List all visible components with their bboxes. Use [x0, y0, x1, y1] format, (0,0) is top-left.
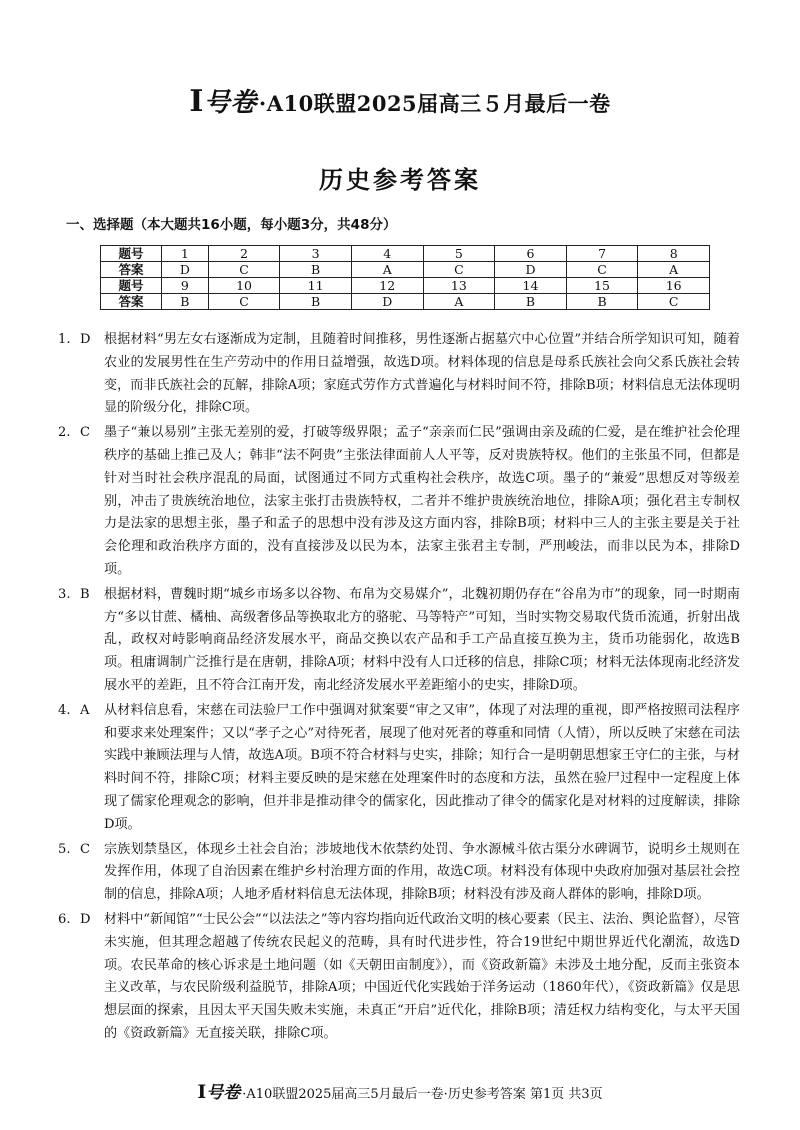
explanation-number: 4.	[58, 702, 71, 718]
table-cell: 9	[162, 278, 209, 294]
footer-logo	[197, 1083, 240, 1103]
table-row	[101, 246, 710, 262]
footer-text: ·A10联盟2025届高三5月最后一卷·历史参考答案 第1页 共3页	[242, 1087, 603, 1102]
explanation-item	[58, 584, 740, 698]
table-row-label: 题号	[101, 278, 162, 294]
table-cell: C	[423, 262, 495, 278]
table-cell: 3	[280, 246, 352, 262]
table-cell: D	[351, 294, 423, 310]
table-cell: C	[208, 262, 280, 278]
answer-table	[100, 245, 710, 310]
table-cell: 6	[495, 246, 567, 262]
explanation-number: 2.	[58, 425, 71, 441]
logo-mark: Ⅰ	[189, 84, 204, 119]
table-row	[101, 278, 710, 294]
section-heading: 一、选择题（本大题共16小题，每小题3分，共48分）	[66, 217, 397, 233]
page-footer	[0, 1078, 800, 1103]
table-cell: C	[208, 294, 280, 310]
explanation-answer: D	[80, 911, 91, 927]
explanation-answer: C	[80, 841, 91, 857]
explanation-item	[58, 329, 740, 420]
table-cell: 1	[162, 246, 209, 262]
brand-logo	[189, 84, 257, 119]
table-row-label: 答案	[101, 262, 162, 278]
explanation-text: 材料中“新闻馆”“士民公会”“以法法之”等内容均指向近代政治文明的核心要素（民主、法治、舆论监督），尽管未实施，但其理念超越了传统农民起义的范畴，具有时代进步性，符合19世纪中期世界近代化潮流，故选D项。农民革命的核心诉求是土地问题（如《天朝田亩制度》），而《资政新篇》未涉及土地分配，反而主张资本主义改革，与农民阶级利益脱节，排除A项；中国近代化实践始于洋务运动（1860年代），《资政新篇》仅是思想层面的探索，且因太平天国失败未实施，未真正“开启”近代化，排除B项；清廷权力结构变化，与太平天国的《资政新篇》无直接关联，排除C项。	[104, 911, 740, 1041]
explanation-number: 6.	[58, 911, 71, 927]
table-cell: A	[351, 262, 423, 278]
table-cell: D	[162, 262, 209, 278]
logo-text: 号卷	[203, 88, 257, 118]
explanation-text: 墨子“兼以易别”主张无差别的爱，打破等级界限；孟子“亲亲而仁民”强调由亲及疏的仁爱，是在维护社会伦理秩序的基础上推己及人；韩非“法不阿贵”主张法律面前人人平等，反对贵族特权。他们的主张虽不同，但都是针对当时社会秩序混乱的局面，试图通过不同方式重构社会秩序，故选C项。墨子的“兼爱”思想反对等级差别，冲击了贵族统治地位，法家主张打击贵族特权，二者并不维护贵族统治地位，排除A项；强化君主专制权力是法家的思想主张，墨子和孟子的思想中没有涉及这方面内容，排除B项；材料中三人的主张主要是关于社会伦理和政治秩序方面的，没有直接涉及以民为本，法家主张君主专制，严刑峻法，而非以民为本，排除D项。	[104, 425, 740, 577]
explanation-number: 1.	[58, 332, 71, 347]
explanation-text: 宗族划禁垦区，体现乡土社会自治；涉坡地伐木依禁约处罚、争水源械斗依古渠分水碑调节，说明乡土规则在发挥作用，体现了自治因素在维护乡村治理方面的作用，故选C项。材料没有体现中央政府加强对基层社会控制的信息，排除A项；人地矛盾材料信息无法体现，排除B项；材料没有涉及商人群体的影响，排除D项。	[104, 841, 740, 903]
table-row-label: 题号	[101, 246, 162, 262]
table-row	[101, 262, 710, 278]
footer-logo-text: 号卷	[206, 1083, 241, 1103]
table-row	[101, 294, 710, 310]
explanation-answer: D	[80, 332, 91, 347]
explanation-list	[58, 329, 740, 1048]
table-cell: B	[162, 294, 209, 310]
explanation-number: 3.	[58, 586, 71, 602]
table-cell: C	[566, 262, 638, 278]
header-title: ·A10联盟2025届高三５月最后一卷	[258, 91, 611, 116]
table-cell: C	[638, 294, 710, 310]
table-cell: 7	[566, 246, 638, 262]
table-cell: 10	[208, 278, 280, 294]
table-cell: 16	[638, 278, 710, 294]
table-cell: 11	[280, 278, 352, 294]
explanation-item	[58, 839, 740, 907]
table-cell: A	[423, 294, 495, 310]
table-row-label: 答案	[101, 294, 162, 310]
explanation-number: 5.	[58, 841, 71, 857]
table-cell: B	[280, 262, 352, 278]
table-cell: B	[495, 294, 567, 310]
table-cell: A	[638, 262, 710, 278]
table-cell: B	[280, 294, 352, 310]
table-cell: 15	[566, 278, 638, 294]
table-cell: B	[566, 294, 638, 310]
table-cell: 14	[495, 278, 567, 294]
footer-logo-mark: Ⅰ	[197, 1081, 207, 1103]
table-cell: 8	[638, 246, 710, 262]
table-cell: 4	[351, 246, 423, 262]
explanation-item	[58, 909, 740, 1046]
explanation-answer: C	[80, 425, 91, 441]
explanation-text: 从材料信息看，宋慈在司法验尸工作中强调对狱案要“审之又审”，体现了对法理的重视，即严格按照司法程序和要求来处理案件；又以“孝子之心”对待死者，展现了他对死者的尊重和同情（人情），所以反映了宋慈在司法实践中兼顾法理与人情，故选A项。B项不符合材料与史实，排除；知行合一是明朝思想家王守仁的主张，与材料时间不符，排除C项；材料主要反映的是宋慈在处理案件时的态度和方法，虽然在验尸过程中一定程度上体现了儒家伦理观念的影响，但并非是推动律令的儒家化，因此推动了律令的儒家化是对材料的过度解读，排除D项。	[104, 702, 740, 832]
doc-title: 历史参考答案	[319, 165, 481, 194]
table-cell: 5	[423, 246, 495, 262]
table-cell: 13	[423, 278, 495, 294]
explanation-answer: B	[80, 586, 90, 602]
table-cell: 12	[351, 278, 423, 294]
table-cell: D	[495, 262, 567, 278]
table-cell: 2	[208, 246, 280, 262]
explanation-item	[58, 700, 740, 837]
page-header	[0, 82, 800, 119]
explanation-text: 根据材料，曹魏时期“城乡市场多以谷物、布帛为交易媒介”，北魏初期仍存在“谷帛为市”的现象，同一时期南方“多以甘蔗、橘柚、高级奢侈品等换取北方的骆驼、马等特产”可知，当时实物交易取代货币流通，折射出战乱，政权对峙影响商品经济发展水平，商品交换以农产品和手工产品直接互换为主，货币功能弱化，故选B项。租庸调制广泛推行是在唐朝，排除A项；材料中没有人口迁移的信息，排除C项；材料无法体现南北经济发展水平的差距，且不符合江南开发，南北经济发展水平差距缩小的史实，排除D项。	[104, 586, 740, 693]
explanation-answer: A	[80, 702, 90, 718]
explanation-item	[58, 422, 740, 582]
explanation-text: 根据材料“男左女右逐渐成为定制，且随着时间推移，男性逐渐占据墓穴中心位置”并结合所学知识可知，随着农业的发展男性在生产劳动中的作用日益增强，故选D项。材料体现的信息是母系氏族社会向父系氏族社会转变，而非氏族社会的瓦解，排除A项；家庭式劳作方式普遍化与材料时间不符，排除B项；材料信息无法体现明显的阶级分化，排除C项。	[104, 332, 740, 416]
